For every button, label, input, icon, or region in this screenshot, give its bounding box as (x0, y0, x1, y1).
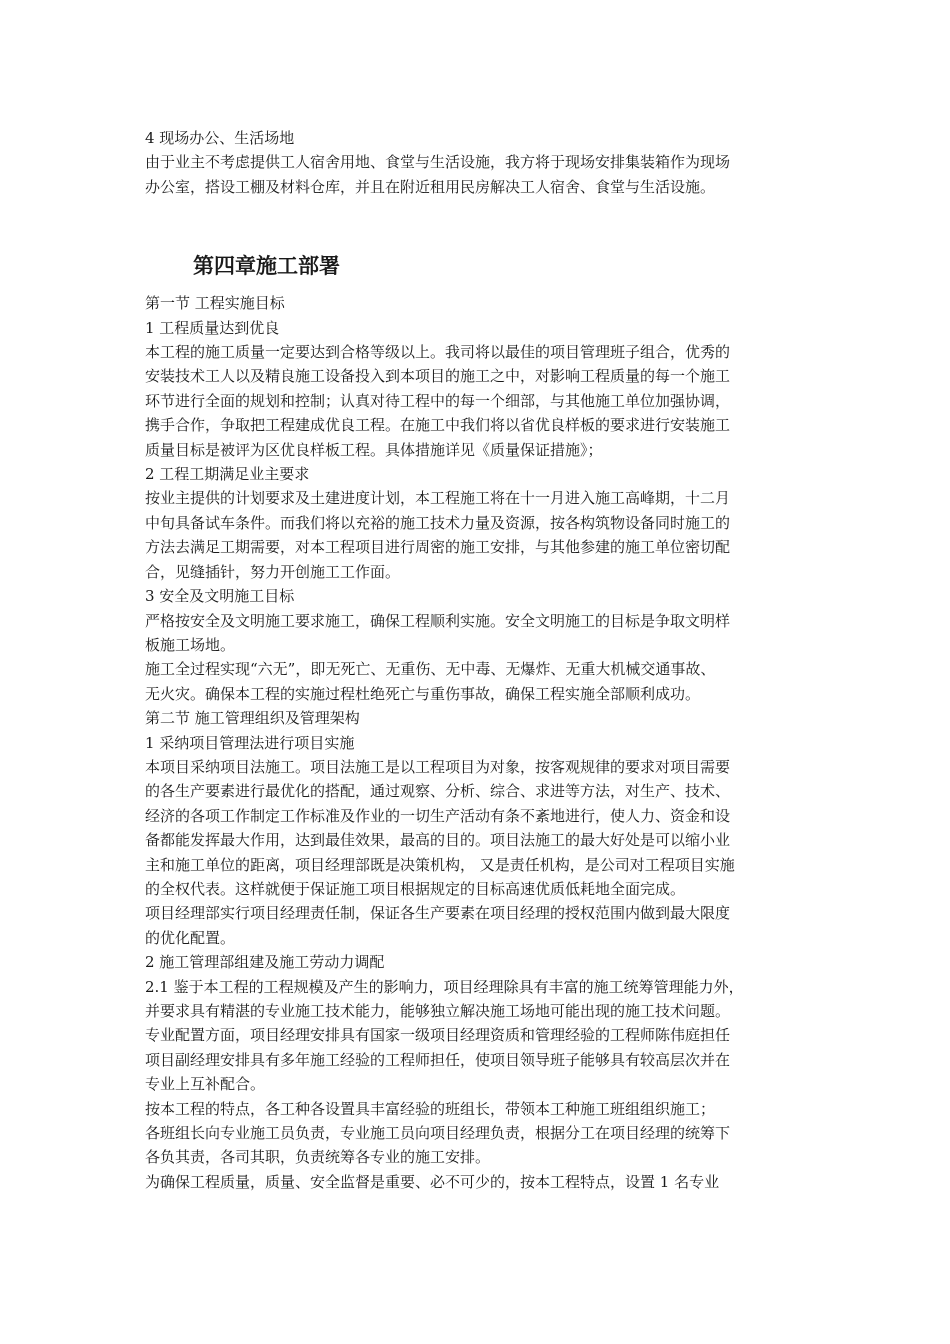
subsection-heading: 1 采纳项目管理法进行项目实施 (145, 733, 355, 752)
text-line: 板施工场地。 (145, 635, 236, 654)
section-heading: 第一节 工程实施目标 (145, 294, 285, 313)
text-line: 的各生产要素进行最优化的搭配，通过观察、分析、综合、求进等方法，对生产、技术、 (145, 782, 731, 801)
text-line: 环节进行全面的规划和控制；认真对待工程中的每一个细部，与其他施工单位加强协调， (145, 391, 731, 410)
text-line: 中旬具备试车条件。而我们将以充裕的施工技术力量及资源，按各构筑物设备同时施工的 (145, 513, 731, 532)
text-line: 的优化配置。 (145, 928, 236, 947)
text-line: 项目经理部实行项目经理责任制，保证各生产要素在项目经理的授权范围内做到最大限度 (145, 904, 731, 923)
text-line: 由于业主不考虑提供工人宿舍用地、食堂与生活设施，我方将于现场安排集装箱作为现场 (145, 153, 731, 172)
chapter-body (145, 291, 815, 1194)
subsection-heading: 3 安全及文明施工目标 (145, 587, 295, 606)
text-line: 合，见缝插针，努力开创施工工作面。 (145, 562, 401, 581)
text-line: 按本工程的特点，各工种各设置具丰富经验的班组长，带领本工种施工班组组织施工； (145, 1099, 716, 1118)
text-line: 项目副经理安排具有多年施工经验的工程师担任，使项目领导班子能够具有较高层次并在 (145, 1050, 731, 1069)
text-line: 备都能发挥最大作用，达到最佳效果，最高的目的。项目法施工的最大好处是可以缩小业 (145, 831, 731, 850)
text-line: 为确保工程质量，质量、安全监督是重要、必不可少的，按本工程特点，设置 1 名专业 (145, 1172, 720, 1191)
section-site-office (145, 126, 815, 199)
text-line: 严格按安全及文明施工要求施工，确保工程顺利实施。安全文明施工的目标是争取文明样 (145, 611, 731, 630)
text-line: 无火灾。确保本工程的实施过程杜绝死亡与重伤事故，确保工程实施全部顺利成功。 (145, 684, 701, 703)
text-line: 的全权代表。这样就便于保证施工项目根据规定的目标高速优质低耗地全面完成。 (145, 879, 686, 898)
document-page (145, 126, 815, 1194)
text-line: 方法去满足工期需要，对本工程项目进行周密的施工安排，与其他参建的施工单位密切配 (145, 538, 731, 557)
text-line: 安装技术工人以及精良施工设备投入到本项目的施工之中，对影响工程质量的每一个施工 (145, 367, 731, 386)
section-heading: 第二节 施工管理组织及管理架构 (145, 709, 360, 728)
text-line: 各负其责，各司其职，负责统筹各专业的施工安排。 (145, 1148, 491, 1167)
chapter-title: 第四章施工部署 (193, 254, 340, 279)
text-line: 按业主提供的计划要求及土建进度计划，本工程施工将在十一月进入施工高峰期，十二月 (145, 489, 731, 508)
text-line: 本工程的施工质量一定要达到合格等级以上。我司将以最佳的项目管理班子组合，优秀的 (145, 343, 731, 362)
subsection-heading: 2 施工管理部组建及施工劳动力调配 (145, 953, 385, 972)
text-line: 本项目采纳项目法施工。项目法施工是以工程项目为对象，按客观规律的要求对项目需要 (145, 757, 731, 776)
text-line: 2.1 鉴于本工程的工程规模及产生的影响力，项目经理除具有丰富的施工统筹管理能力外， (145, 977, 744, 996)
subsection-heading: 2 工程工期满足业主要求 (145, 465, 310, 484)
text-line: 4 现场办公、生活场地 (145, 129, 295, 147)
text-line: 经济的各项工作制定工作标准及作业的一切生产活动有条不紊地进行，使人力、资金和设 (145, 806, 731, 825)
text-line: 施工全过程实现“六无”，即无死亡、无重伤、无中毒、无爆炸、无重大机械交通事故、 (145, 660, 716, 679)
text-line: 并要求具有精湛的专业施工技术能力，能够独立解决施工场地可能出现的施工技术问题。 (145, 1002, 731, 1020)
text-line: 主和施工单位的距离，项目经理部既是决策机构， 又是责任机构，是公司对工程项目实施 (145, 855, 735, 874)
subsection-heading: 1 工程质量达到优良 (145, 318, 280, 337)
text-line: 办公室，搭设工棚及材料仓库，并且在附近租用民房解决工人宿舍、食堂与生活设施。 (145, 177, 716, 196)
text-line: 专业上互补配合。 (145, 1075, 266, 1094)
text-line: 专业配置方面，项目经理安排具有国家一级项目经理资质和管理经验的工程师陈伟庭担任 (145, 1026, 731, 1045)
text-line: 携手合作，争取把工程建成优良工程。在施工中我们将以省优良样板的要求进行安装施工 (145, 416, 731, 435)
text-line: 各班组长向专业施工员负责，专业施工员向项目经理负责，根据分工在项目经理的统筹下 (145, 1124, 731, 1143)
text-line: 质量目标是被评为区优良样板工程。具体措施详见《质量保证措施》； (145, 440, 603, 459)
